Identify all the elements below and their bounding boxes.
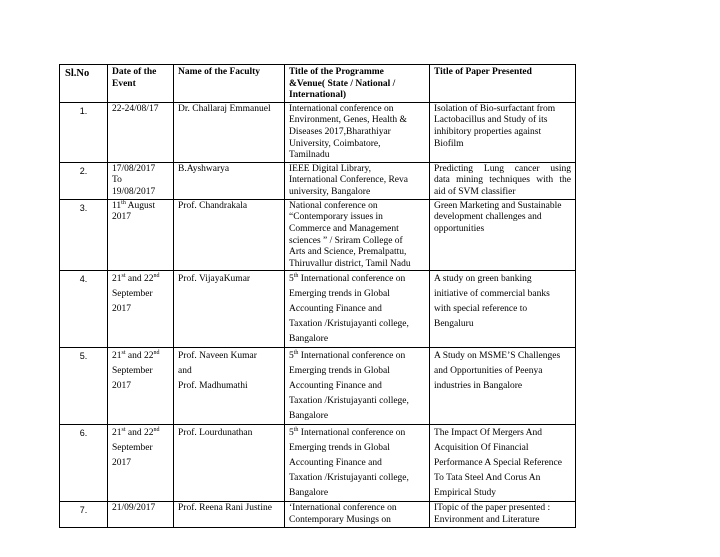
faculty-papers-table — [59, 64, 576, 528]
header-sl-no: Sl.No — [60, 65, 108, 103]
row-date: 21st and 22nd September 2017 — [108, 425, 174, 502]
row-paper: The Impact Of Mergers And Acquisition Of Financial Performance A Special Reference To Tata Steel And Corus An Empirical Study — [430, 425, 576, 502]
row-paper: Predicting Lung cancer using data mining techniques with the aid of SVM classifier — [430, 162, 576, 199]
row-date: 22-24/08/17 — [108, 102, 174, 162]
row-date: 21/09/2017 — [108, 502, 174, 527]
row-date: 17/08/2017 To 19/08/2017 — [108, 162, 174, 199]
header-paper: Title of Paper Presented — [430, 65, 576, 103]
row-faculty: Prof. Reena Rani Justine — [174, 502, 285, 527]
row-faculty: Prof. Naveen Kumar and Prof. Madhumathi — [174, 348, 285, 425]
table-row — [60, 425, 576, 502]
table-row — [60, 348, 576, 425]
row-sl-no: 5. — [60, 348, 108, 425]
row-programme: 5th International conference on Emerging trends in Global Accounting Finance and Taxation /Kristujayanti college, Bangalore — [285, 425, 430, 502]
row-date: 11th August 2017 — [108, 199, 174, 271]
header-date: Date of the Event — [108, 65, 174, 103]
row-faculty: Prof. Chandrakala — [174, 199, 285, 271]
table-row — [60, 199, 576, 271]
row-faculty: Dr. Challaraj Emmanuel — [174, 102, 285, 162]
row-paper: A study on green banking initiative of commercial banks with special reference to Bengaluru — [430, 271, 576, 348]
table-row — [60, 502, 576, 527]
row-programme: ‘International conference on Contemporary Musings on — [285, 502, 430, 527]
row-sl-no: 1. — [60, 102, 108, 162]
row-sl-no: 3. — [60, 199, 108, 271]
row-paper: Green Marketing and Sustainable development challenges and opportunities — [430, 199, 576, 271]
row-faculty: B.Ayshwarya — [174, 162, 285, 199]
row-programme: 5th International conference on Emerging trends in Global Accounting Finance and Taxation /Kristujayanti college, Bangalore — [285, 271, 430, 348]
row-sl-no: 7. — [60, 502, 108, 527]
table-row — [60, 271, 576, 348]
table-row — [60, 162, 576, 199]
table-row — [60, 102, 576, 162]
header-faculty: Name of the Faculty — [174, 65, 285, 103]
row-faculty: Prof. VijayaKumar — [174, 271, 285, 348]
row-faculty: Prof. Lourdunathan — [174, 425, 285, 502]
row-date: 21st and 22nd September 2017 — [108, 348, 174, 425]
row-programme: IEEE Digital Library, International Conference, Reva university, Bangalore — [285, 162, 430, 199]
row-paper: Isolation of Bio-surfactant from Lactobacillus and Study of its inhibitory properties against Biofilm — [430, 102, 576, 162]
row-sl-no: 6. — [60, 425, 108, 502]
row-paper: ITopic of the paper presented : Environment and Literature — [430, 502, 576, 527]
row-date: 21st and 22nd September 2017 — [108, 271, 174, 348]
row-paper: A Study on MSME’S Challenges and Opportunities of Peenya industries in Bangalore — [430, 348, 576, 425]
row-sl-no: 4. — [60, 271, 108, 348]
row-sl-no: 2. — [60, 162, 108, 199]
row-programme: 5th International conference on Emerging trends in Global Accounting Finance and Taxation /Kristujayanti college, Bangalore — [285, 348, 430, 425]
table-header-row — [60, 65, 576, 103]
row-programme: International conference on Environment, Genes, Health & Diseases 2017,Bharathiyar University, Coimbatore, Tamilnadu — [285, 102, 430, 162]
row-programme: National conference on “Contemporary issues in Commerce and Management sciences ” / Sriram College of Arts and Science, Premalpattu, Thiruvallur district, Tamil Nadu — [285, 199, 430, 271]
header-programme: Title of the Programme &Venue( State / National / International) — [285, 65, 430, 103]
